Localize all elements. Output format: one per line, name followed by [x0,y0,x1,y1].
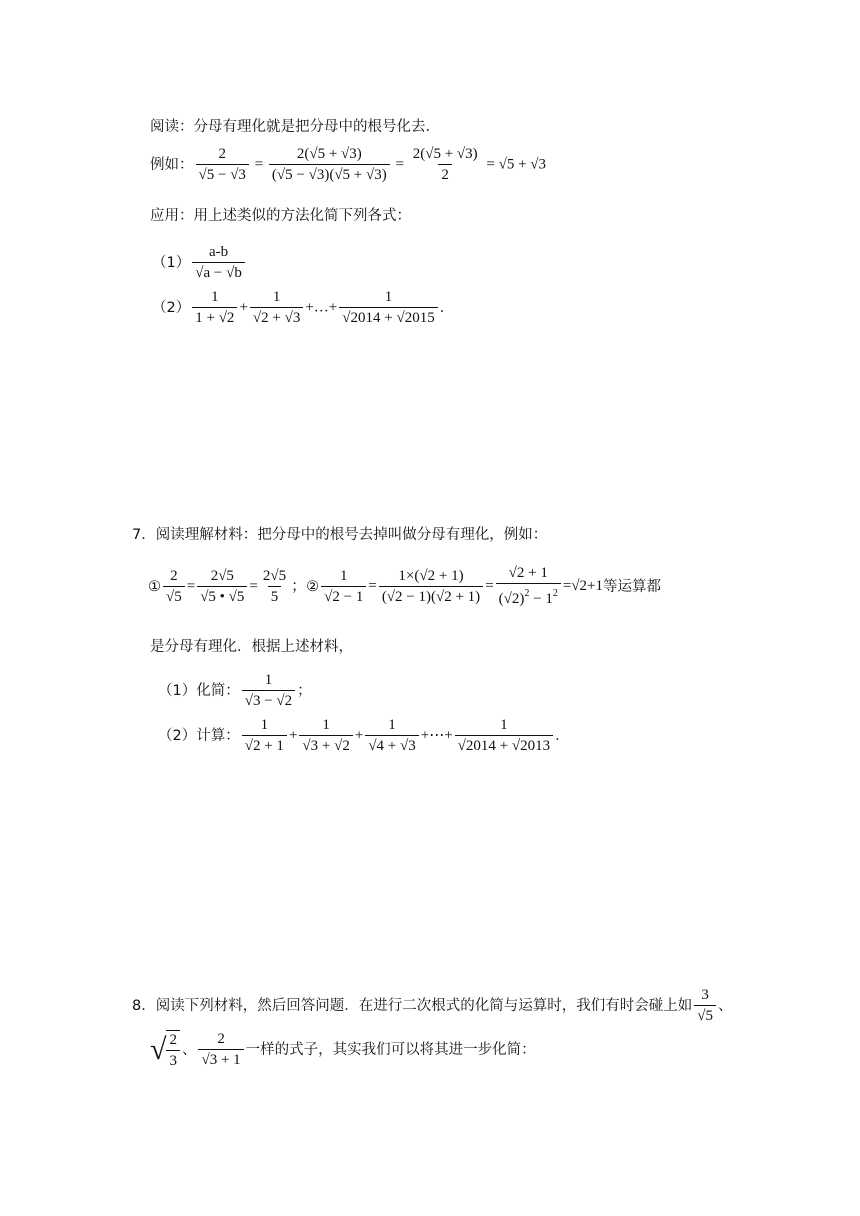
problem-7-sub2: （2）计算： $\frac{1}{√2 + 1}$ + $\frac{1}{√3 + √2}$ + $\frac{1}{√4 + √3}$ +⋯+ $\frac{1}{√2014 + √2013}$ ． [158,717,570,754]
sub2-label: （2）计算： [158,728,240,744]
sub1-fraction: $\frac{1}{√3 - √2}$ [242,672,295,710]
example-2-equation: $\frac{1}{√2 - 1}$ = $\frac{1\times(√2 + 1)}{(√2 - 1)(√2 + 1)}$ = $\frac{√2 + 1}{(√2)^2 - 1^2}$ =√2+1 [319,565,603,608]
expr-root-2-over-3: √ $\frac{2}{3}$ [150,1030,182,1070]
problem-7-examples: ① $\frac{2}{√5}$ = $\frac{2√5}{√5 • √5}$ = $\frac{2√5}{5}$ ； ② $\frac{1}{√2 - 1}$ = $\frac{1\times(√2 + 1)}{(√2 - 1)(√2 + 1)}$ = $\frac{√2 + 1}{(√2)^2 - 1^2}$ =√2+1 等运算都 [148,565,662,607]
item-1-fraction: $\frac{a-b}{√a - √b}$ [192,244,245,282]
problem-8-line2: √ $\frac{2}{3}$ 、 $\frac{2}{√3 + 1}$ 一样的式子，其实我们可以将其进一步化简： [150,1031,536,1069]
apply-text: 应用：用上述类似的方法化简下列各式： [150,208,411,224]
expr-3-over-root5: $\frac{3}{√5}$ [694,987,716,1025]
example-equation: $\frac{2}{√5 - √3}$ = $\frac{2(√5 + √3)}{(√5 - √3)(√5 + √3)}$ = $\frac{2(√5 + √3)}{2}$ = √5 + √3 [194,146,547,184]
item-1 [152,244,247,282]
example-line [150,146,546,184]
problem-7-sub1: （1）化简： $\frac{1}{√3 - √2}$ ； [158,672,312,709]
item-1-label: （1） [152,255,191,271]
sub1-label: （1）化简： [158,683,240,699]
problem-8-line1: 8．阅读下列材料，然后回答问题．在进行二次根式的化简与运算时，我们有时会碰上如 $\frac{3}{√5}$ 、 [132,987,733,1024]
example-label: 例如： [150,157,194,173]
sub2-expression: $\frac{1}{√2 + 1}$ + $\frac{1}{√3 + √2}$ + $\frac{1}{√4 + √3}$ +⋯+ $\frac{1}{√2014 + √2013}$ [240,717,555,755]
expr-2-over-root3-plus1: $\frac{2}{√3 + 1}$ [198,1031,243,1069]
reading-intro: 阅读：分母有理化就是把分母中的根号化去． [150,119,440,135]
problem-7-line2: 是分母有理化．根据上述材料， [150,639,353,655]
problem-8-heading: 8．阅读下列材料，然后回答问题．在进行二次根式的化简与运算时，我们有时会碰上如 [132,998,693,1014]
item-2-expression: $\frac{1}{1 + √2}$ + $\frac{1}{√2 + √3}$ +…+ $\frac{1}{√2014 + √2015}$ [190,289,439,327]
item-2-label: （2） [152,300,191,316]
example-1-equation: $\frac{2}{√5}$ = $\frac{2√5}{√5 • √5}$ = $\frac{2√5}{5}$ ； [161,568,306,606]
item-2: （2） $\frac{1}{1 + √2}$ + $\frac{1}{√2 + √3}$ +…+ $\frac{1}{√2014 + √2015}$ ． [152,289,455,326]
problem-7-heading: 7．阅读理解材料：把分母中的根号去掉叫做分母有理化，例如： [132,527,548,543]
